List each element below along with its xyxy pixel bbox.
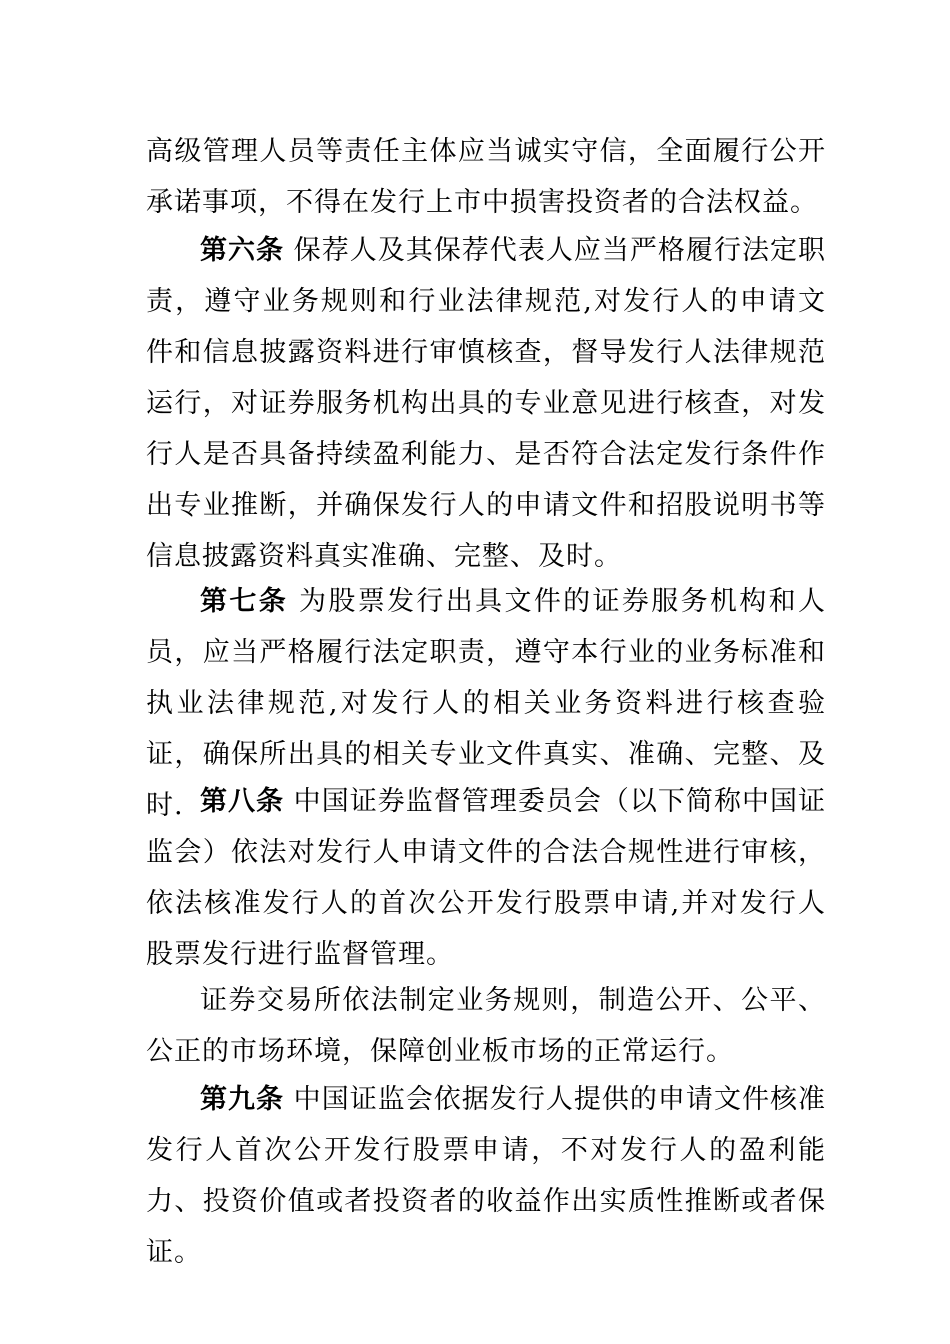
paragraph-article-6 bbox=[146, 225, 826, 582]
article-number: 第九条 bbox=[200, 1084, 285, 1115]
paragraph-article-8 bbox=[146, 776, 826, 980]
article-number: 第六条 bbox=[200, 235, 285, 266]
paragraph-text: 保荐人及其保荐代表人应当严格履行法定职责，遵守业务规则和行业法律规范,对发行人的申请文件和信息披露资料进行审慎核查，督导发行人法律规范运行，对证券服务机构出具的专业意见进行核查，对发行人是否具备持续盈利能力、是否符合法定发行条件作出专业推断，并确保发行人的申请文件和招股说明书等信息披露资料真实准确、完整、及时。 bbox=[146, 235, 827, 572]
paragraph-article-8-clause-2 bbox=[146, 975, 826, 1077]
paragraph-continuation bbox=[146, 126, 826, 228]
article-number: 第七条 bbox=[200, 586, 289, 617]
paragraph-article-9 bbox=[146, 1074, 826, 1278]
paragraph-text: 证券交易所依法制定业务规则，制造公开、公平、公正的市场环境，保障创业板市场的正常运行。 bbox=[146, 985, 826, 1067]
paragraph-text: 为股票发行出具文件的证券服务机构和人员，应当严格履行法定职责，遵守本行业的业务标准和执业法律规范,对发行人的相关业务资料进行核查验证，确保所出具的相关专业文件真实、准确、完整、及时. bbox=[146, 586, 826, 821]
paragraph-text: 中国证监会依据发行人提供的申请文件核准发行人首次公开发行股票申请，不对发行人的盈利能力、投资价值或者投资者的收益作出实质性推断或者保证。 bbox=[146, 1084, 827, 1268]
article-number: 第八条 bbox=[200, 786, 285, 817]
paragraph-text: 中国证券监督管理委员会（以下简称中国证监会）依法对发行人申请文件的合法合规性进行审核，依法核准发行人的首次公开发行股票申请,并对发行人股票发行进行监督管理。 bbox=[146, 786, 827, 970]
paragraph-text: 高级管理人员等责任主体应当诚实守信，全面履行公开承诺事项，不得在发行上市中损害投资者的合法权益。 bbox=[146, 136, 826, 218]
